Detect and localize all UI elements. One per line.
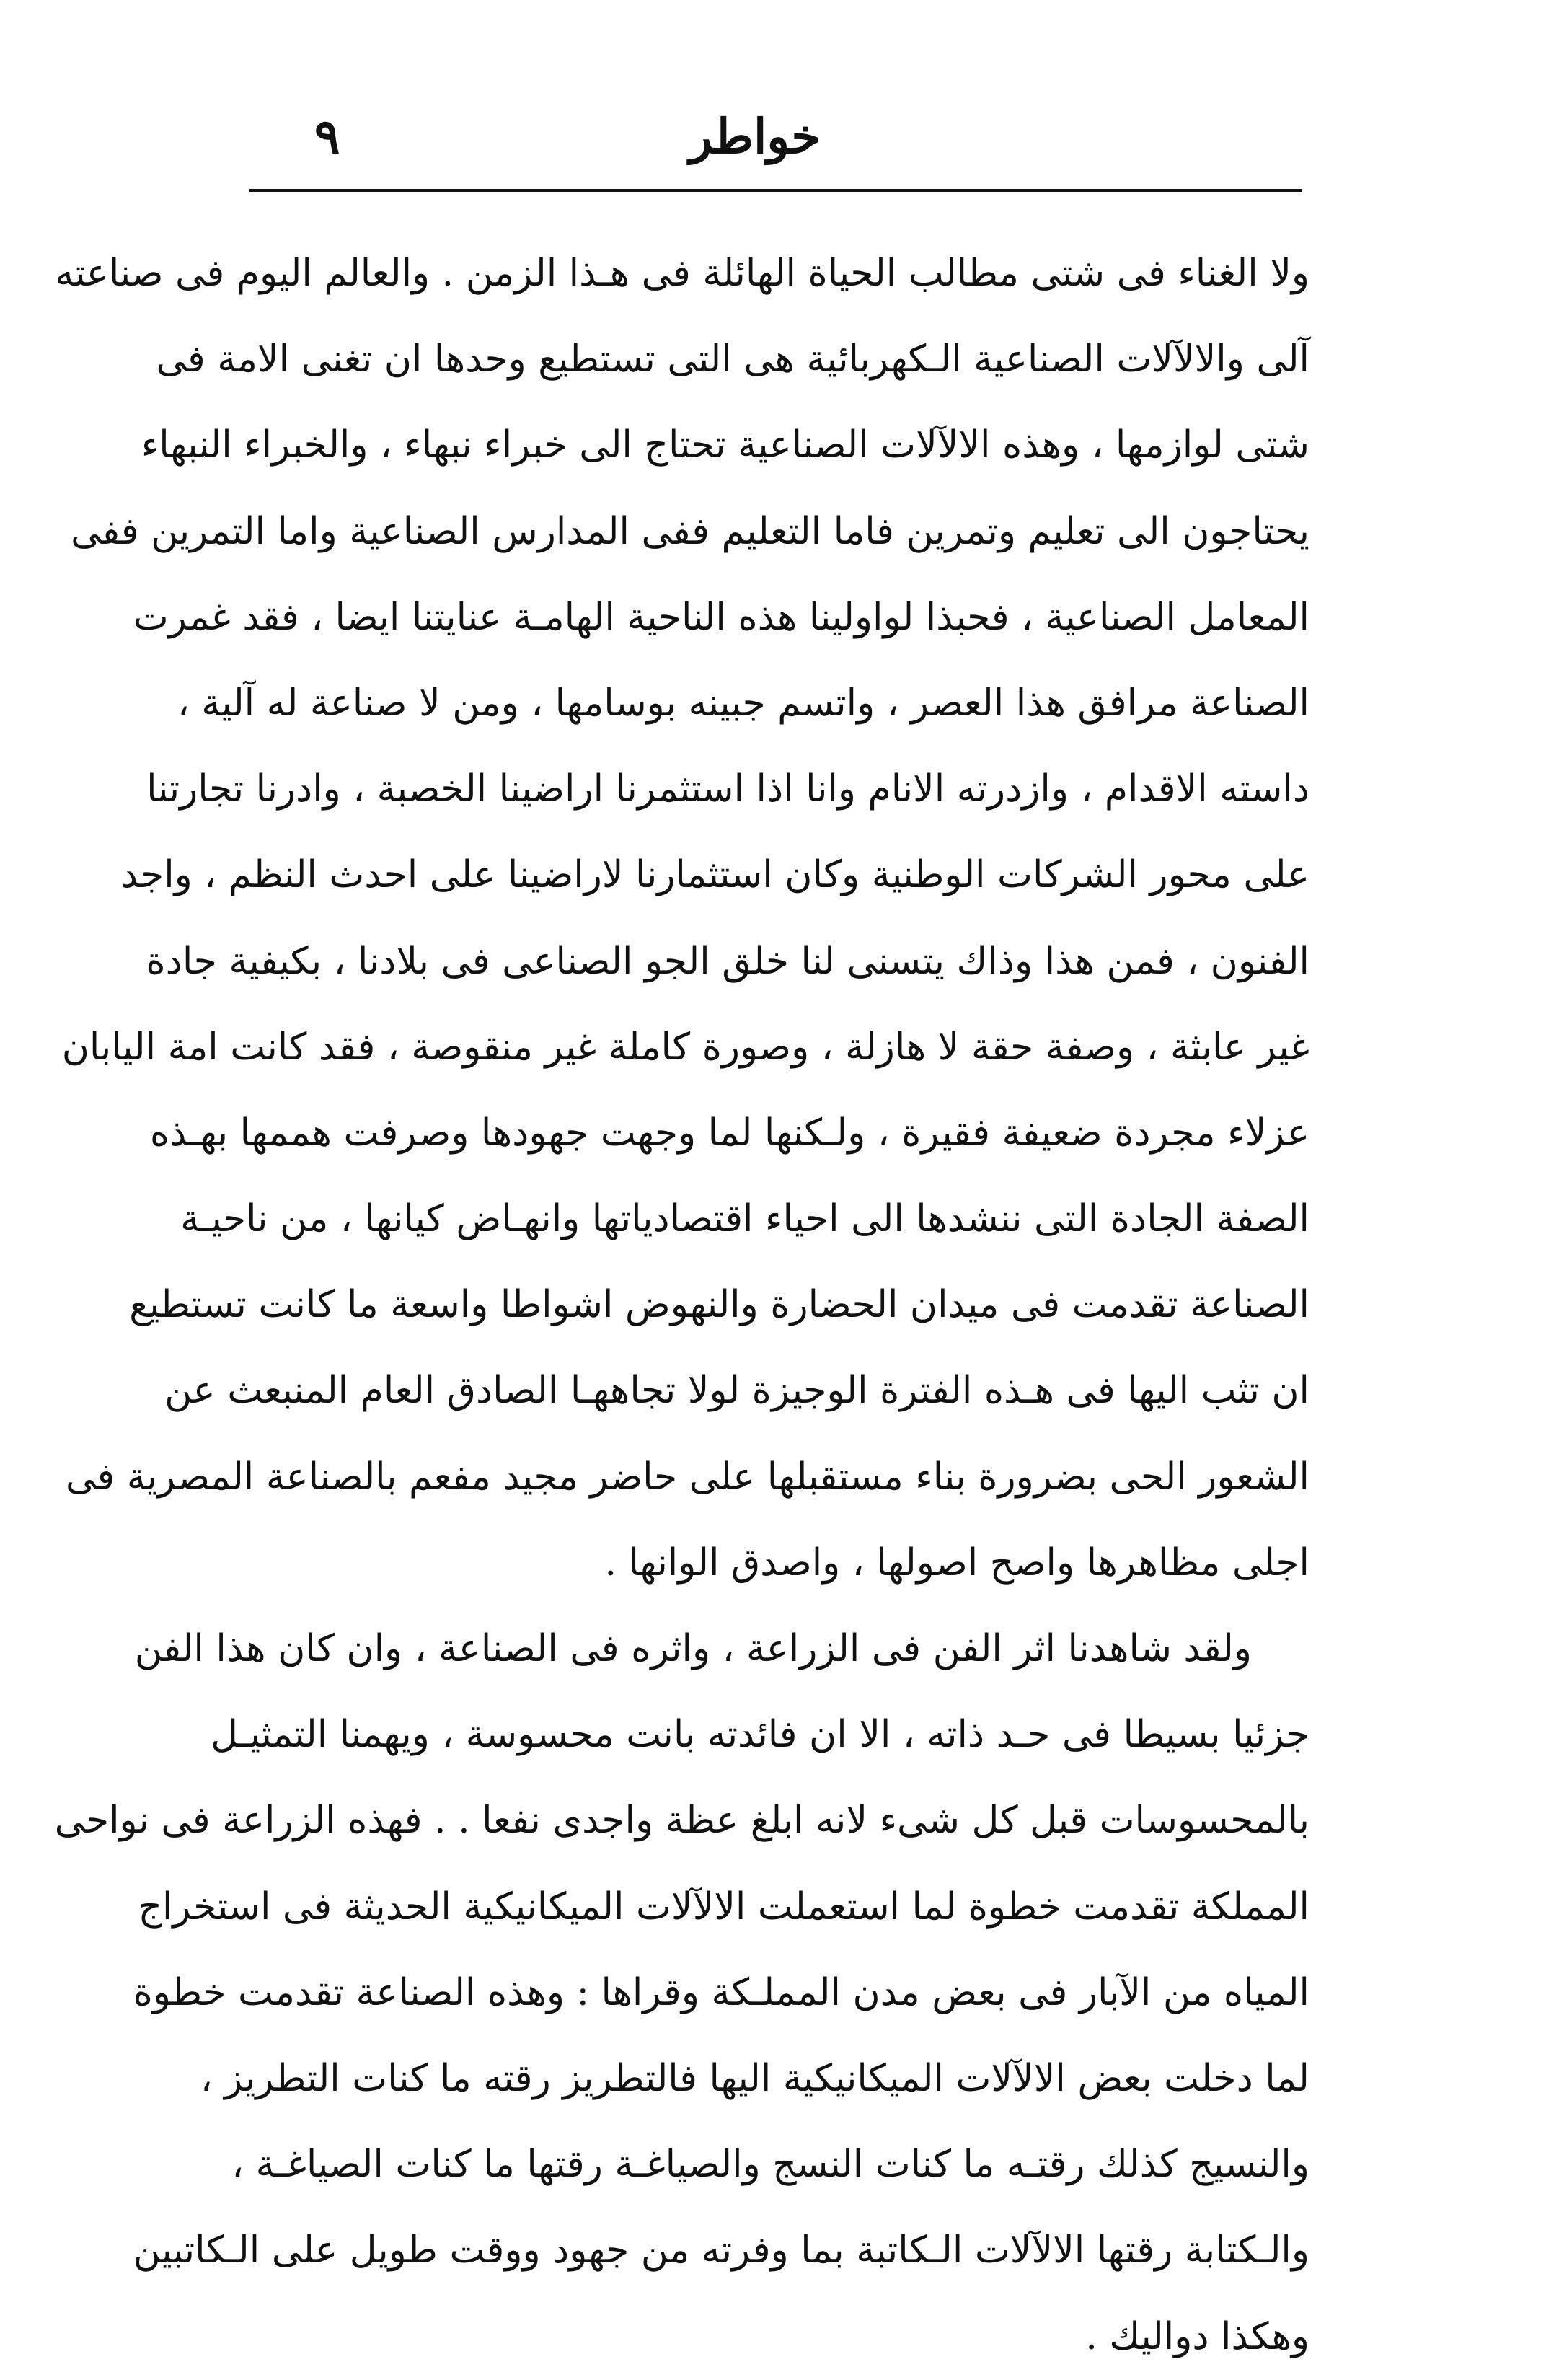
text-line: داسته الاقدام ، وازدرته الانام وانا اذا استثمرنا اراضينا الخصبة ، وادرنا تجارتنا bbox=[146, 767, 1309, 811]
text-line: الصناعة مرافق هذا العصر ، واتسم جبينه بوسامها ، ومن لا صناعة له آلية ، bbox=[177, 681, 1309, 725]
text-line: الفنون ، فمن هذا وذاك يتسنى لنا خلق الجو الصناعى فى بلادنا ، بكيفية جادة bbox=[146, 939, 1309, 983]
page-header bbox=[249, 108, 1302, 177]
header-rule bbox=[249, 189, 1302, 192]
running-title: خواطر bbox=[689, 108, 821, 164]
text-line: لما دخلت بعض الالآلات الميكانيكية اليها فالتطريز رقته ما كنات التطريز ، bbox=[200, 2056, 1309, 2100]
text-line: عزلاء مجردة ضعيفة فقيرة ، ولـكنها لما وجهت جهودها وصرفت هممها بهـذه bbox=[149, 1111, 1309, 1155]
body-text bbox=[54, 231, 1309, 2380]
text-line: الصناعة تقدمت فى ميدان الحضارة والنهوض اشواطا واسعة ما كانت تستطيع bbox=[129, 1283, 1309, 1327]
text-line: على محور الشركات الوطنية وكان استثمارنا لاراضينا على احدث النظم ، واجد bbox=[120, 853, 1309, 897]
text-line: الشعور الحى بضرورة بناء مستقبلها على حاضر مجيد مفعم بالصناعة المصرية فى bbox=[66, 1455, 1309, 1499]
paragraph-end-line: وهكذا دواليك . bbox=[1085, 2314, 1309, 2358]
text-line: غير عابثة ، وصفة حقة لا هازلة ، وصورة كاملة غير منقوصة ، فقد كانت امة اليابان bbox=[61, 1025, 1309, 1069]
text-line: شتى لوازمها ، وهذه الالآلات الصناعية تحتاج الى خبراء نبهاء ، والخبراء النبهاء bbox=[141, 423, 1309, 467]
text-line: ولا الغناء فى شتى مطالب الحياة الهائلة فى هـذا الزمن . والعالم اليوم فى صناعته bbox=[55, 252, 1309, 295]
text-line: بالمحسوسات قبل كل شىء لانه ابلغ عظة واجدى نفعا . . فهذه الزراعة فى نواحى bbox=[54, 1799, 1309, 1843]
text-line: يحتاجون الى تعليم وتمرين فاما التعليم ففى المدارس الصناعية واما التمرين ففى bbox=[71, 509, 1309, 553]
text-line: والـكتابة رقتها الالآلات الـكاتبة بما وفرته من جهود ووقت طويل على الـكاتبين bbox=[133, 2229, 1309, 2273]
text-line: جزئيا بسيطا فى حـد ذاته ، الا ان فائدته بانت محسوسة ، ويهمنا التمثيـل bbox=[211, 1713, 1309, 1757]
text-line: المملكة تقدمت خطوة لما استعملت الالآلات الميكانيكية الحديثة فى استخراج bbox=[138, 1885, 1309, 1929]
text-line: والنسيج كذلك رقتـه ما كنات النسج والصياغـة رقتها ما كنات الصياغـة ، bbox=[231, 2143, 1309, 2187]
paragraph-end-line: اجلى مظاهرها واصح اصولها ، واصدق الوانها . bbox=[604, 1541, 1309, 1585]
text-line: آلى والالآلات الصناعية الـكهربائية هى التى تستطيع وحدها ان تغنى الامة فى bbox=[156, 338, 1309, 382]
text-line: المعامل الصناعية ، فحبذا لواولينا هذه الناحية الهامـة عنايتنا ايضا ، فقد غمرت bbox=[133, 595, 1309, 639]
page-number: ٩ bbox=[314, 108, 340, 164]
text-line: المياه من الآبار فى بعض مدن المملـكة وقراها : وهذه الصناعة تقدمت خطوة bbox=[133, 1970, 1309, 2014]
paragraph-start-line: ولقد شاهدنا اثر الفن فى الزراعة ، واثره فى الصناعة ، وان كان هذا الفن bbox=[134, 1627, 1252, 1670]
text-line: ان تثب اليها فى هـذه الفترة الوجيزة لولا تجاههـا الصادق العام المنبعث عن bbox=[164, 1369, 1309, 1413]
text-line: الصفة الجادة التى ننشدها الى احياء اقتصادياتها وانهـاض كيانها ، من ناحيـة bbox=[180, 1197, 1309, 1241]
